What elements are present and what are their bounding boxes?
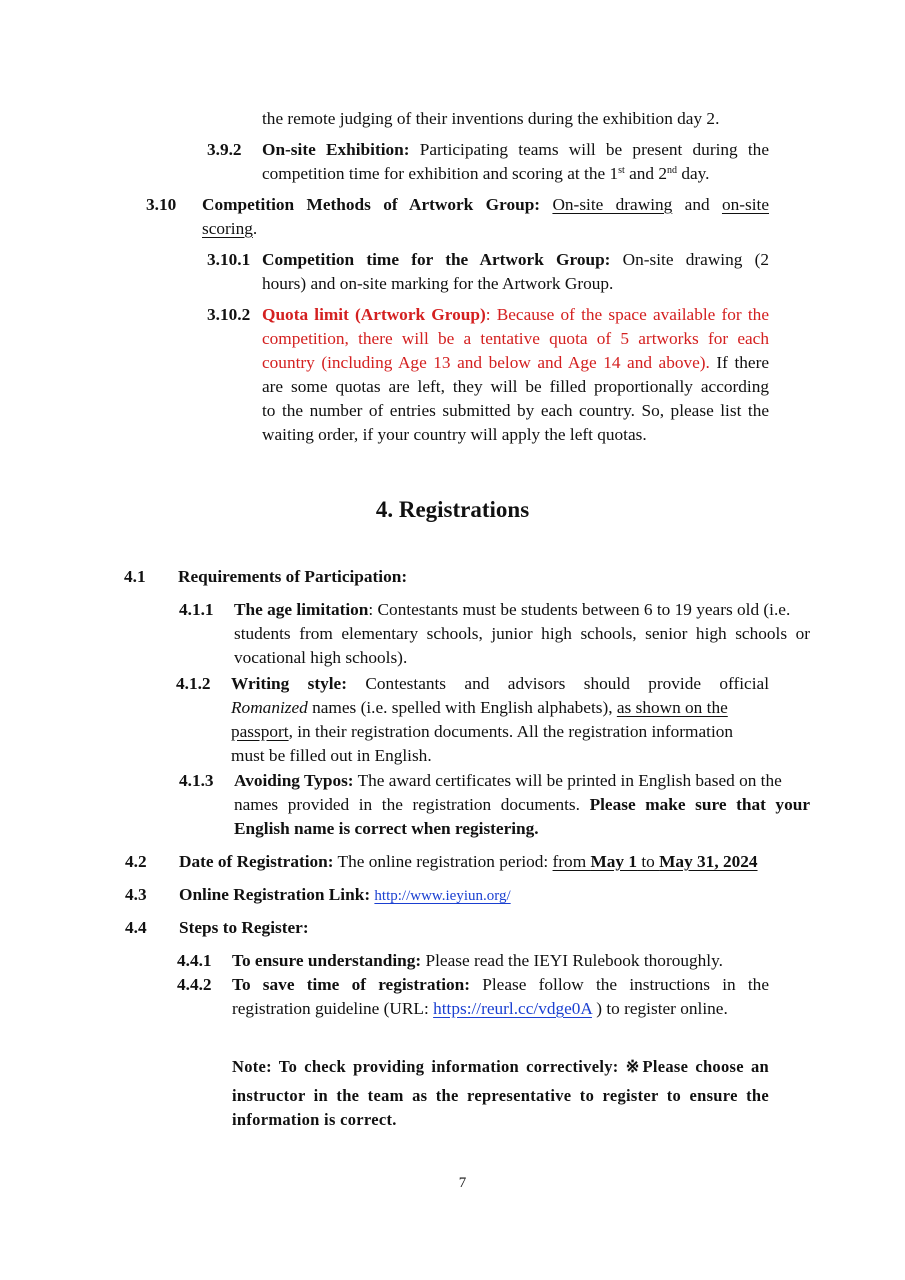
section-3-10-2-line-1 [262, 303, 769, 327]
paragraph-text: day. [677, 164, 710, 183]
note-line-1: Note: To check providing information correctively: ※Please choose an [232, 1057, 769, 1076]
paragraph-text: Please follow the instructions in the [470, 975, 769, 994]
paragraph-text: must be filled out in English. [231, 746, 432, 765]
section-3-10-1-line-1 [262, 248, 769, 272]
paragraph-text: the remote judging of their inventions during the exhibition day 2. [262, 109, 720, 128]
section-label: Competition time for the Artwork Group: [262, 250, 611, 269]
section-4-4-1-line [232, 949, 723, 973]
section-3-10-2-line-5 [262, 399, 769, 423]
section-label: Writing style: [231, 674, 347, 693]
paragraph-text: . [252, 219, 258, 238]
period-end-date: May 31, 2024 [659, 852, 758, 871]
section-4-1-1-line-2 [234, 622, 810, 646]
section-number-3-10-2: 3.10.2 [207, 305, 251, 324]
paragraph-text: The award certificates will be printed in English based on the [353, 771, 782, 790]
section-number-3-10: 3.10 [146, 195, 177, 214]
underlined-term: On-site drawing [552, 195, 673, 214]
section-3-10-line-2 [202, 217, 257, 241]
paragraph-text: : Because of the space available for the [485, 305, 769, 324]
section-number-4-4-1: 4.4.1 [177, 951, 212, 970]
section-4-1-2-line-2 [231, 696, 728, 720]
section-4-1-2-line-3 [231, 720, 733, 744]
section-3-10-2-line-4 [262, 375, 769, 399]
section-4-1-1-line-3 [234, 646, 407, 670]
paragraph-text: and [672, 195, 722, 214]
registration-period [553, 852, 758, 871]
paragraph-text: If there [709, 353, 769, 372]
registration-guideline-link[interactable]: https://reurl.cc/vdge0A [433, 999, 592, 1018]
period-from: from [552, 852, 591, 871]
section-label: On-site Exhibition: [262, 140, 410, 159]
section-4-1-2-line-4 [231, 744, 432, 768]
section-number-4-1-3: 4.1.3 [179, 771, 214, 790]
ordinal-suffix: st [618, 165, 625, 176]
paragraph-text: names provided in the registration documents. [234, 795, 590, 814]
section-3-10-2-line-6 [262, 423, 647, 447]
underlined-term: on-site [721, 195, 770, 214]
page-number: 7 [458, 1175, 467, 1191]
section-label: To save time of registration: [232, 975, 471, 994]
section-label: Date of Registration: [179, 852, 334, 871]
underlined-term: scoring [202, 219, 253, 238]
section-4-4-2-line-2 [232, 997, 728, 1021]
section-heading: 4. Registrations [375, 497, 530, 522]
section-4-1-3-line-3: English name is correct when registering. [234, 819, 539, 838]
section-3-9-1-continuation [262, 107, 719, 131]
section-label: Online Registration Link: [179, 885, 371, 904]
section-number-4-2: 4.2 [125, 852, 147, 871]
registration-link[interactable]: http://www.ieyiun.org/ [374, 888, 511, 904]
section-number-4-3: 4.3 [125, 885, 147, 904]
section-label: Competition Methods of Artwork Group: [202, 195, 541, 214]
section-label: Avoiding Typos: [234, 771, 354, 790]
section-3-10-2-line-3 [262, 351, 769, 375]
paragraph-text: names (i.e. spelled with English alphabets), [307, 698, 617, 717]
paragraph-text: vocational high schools). [234, 648, 408, 667]
paragraph-text: On-site drawing (2 [610, 250, 769, 269]
paragraph-text: to the number of entries submitted by each country. So, please list the [262, 401, 769, 420]
paragraph-text: registration guideline (URL: [232, 999, 434, 1018]
section-number-4-4-2: 4.4.2 [177, 975, 212, 994]
paragraph-text: , in their registration documents. All the registration information [288, 722, 734, 741]
section-4-3-line [179, 883, 511, 908]
section-3-10-1-line-2 [262, 272, 613, 296]
section-4-1-2-line-1 [231, 672, 769, 696]
section-number-4-4: 4.4 [125, 918, 147, 937]
section-4-1-3-line-2 [234, 793, 810, 817]
ordinal-suffix: nd [667, 165, 678, 176]
section-3-9-2-line-2 [262, 162, 710, 186]
section-4-4-label: Steps to Register: [179, 918, 309, 937]
section-number-3-10-1: 3.10.1 [207, 250, 251, 269]
paragraph-text: Contestants and advisors should provide official [347, 674, 770, 693]
section-number-3-9-2: 3.9.2 [207, 140, 242, 159]
paragraph-text: are some quotas are left, they will be filled proportionally according [262, 377, 769, 396]
section-3-9-2-line-1 [262, 138, 769, 162]
paragraph-text: ) to register online. [591, 999, 728, 1018]
emphasis-text: Please make sure that your [589, 795, 810, 814]
section-number-4-1-2: 4.1.2 [176, 674, 211, 693]
paragraph-text: Participating teams will be present during the [409, 140, 769, 159]
section-4-4-2-line-1 [232, 973, 769, 997]
underlined-term: as shown on the [616, 698, 728, 717]
note-line-2: instructor in the team as the representative to register to ensure the [232, 1086, 769, 1105]
paragraph-text: competition, there will be a tentative quota of 5 artworks for each [262, 329, 769, 348]
section-3-10-2-line-2 [262, 327, 769, 351]
paragraph-text: Please read the IEYI Rulebook thoroughly. [421, 951, 723, 970]
section-4-1-1-line-1 [234, 598, 790, 622]
paragraph-text: The online registration period: [333, 852, 553, 871]
section-label: Quota limit (Artwork Group) [262, 305, 486, 324]
italic-term: Romanized [231, 698, 308, 717]
period-start-date: May 1 [590, 852, 638, 871]
paragraph-text: competition time for exhibition and scoring at the 1 [262, 164, 619, 183]
underlined-term: passport [231, 722, 289, 741]
section-4-2-line [179, 850, 758, 874]
paragraph-text: hours) and on-site marking for the Artwork Group. [262, 274, 614, 293]
paragraph-text: : Contestants must be students between 6 to 19 years old (i.e. [368, 600, 791, 619]
note-line-3: information is correct. [232, 1110, 397, 1129]
section-4-1-label: Requirements of Participation: [178, 567, 408, 586]
paragraph-text: country (including Age 13 and below and Age 14 and above). [262, 353, 710, 372]
paragraph-text: waiting order, if your country will apply the left quotas. [262, 425, 647, 444]
section-3-10-line-1 [202, 193, 769, 217]
section-label: The age limitation [234, 600, 369, 619]
section-4-1-3-line-1 [234, 769, 782, 793]
paragraph-text: students from elementary schools, junior high schools, senior high schools or [234, 624, 810, 643]
section-label: To ensure understanding: [232, 951, 422, 970]
section-number-4-1: 4.1 [124, 567, 146, 586]
paragraph-text: and 2 [624, 164, 668, 183]
period-to: to [637, 852, 660, 871]
section-number-4-1-1: 4.1.1 [179, 600, 214, 619]
